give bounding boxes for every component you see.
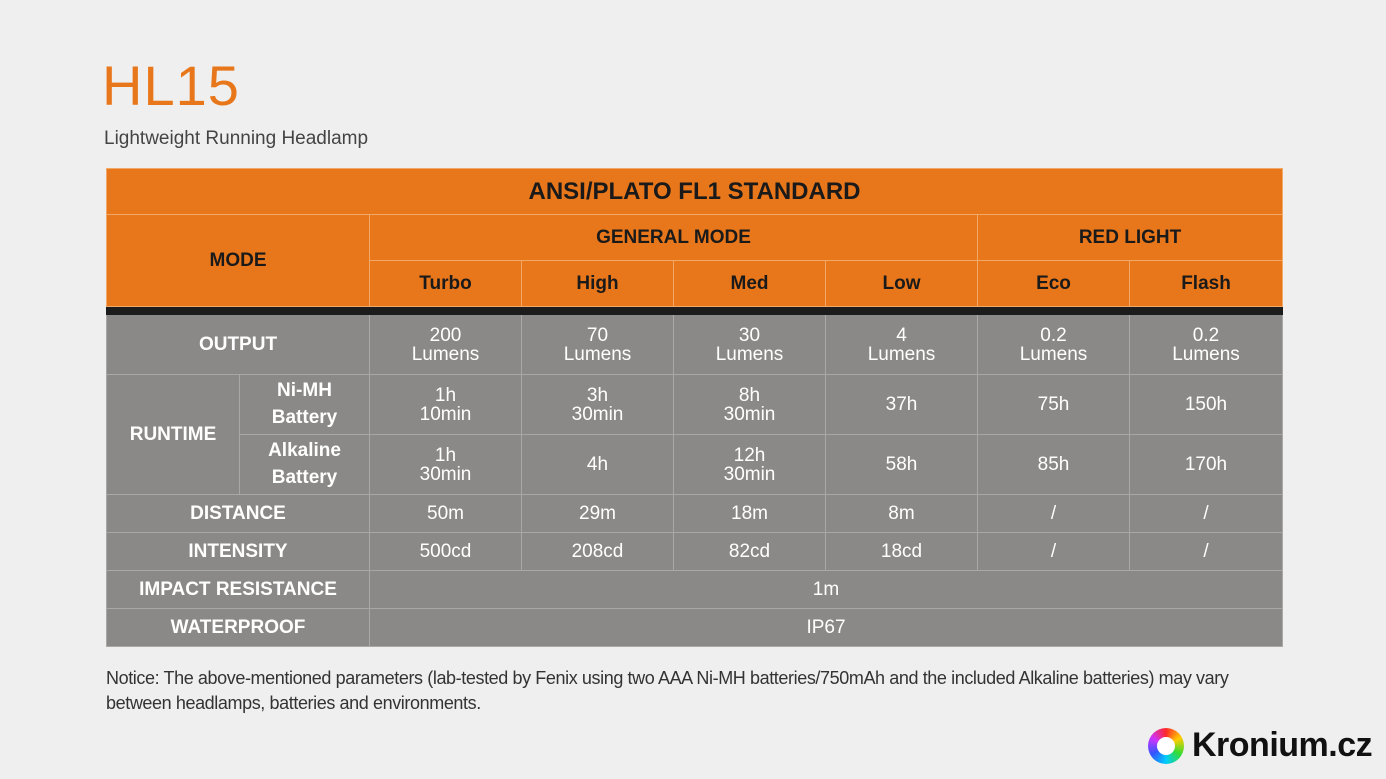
runtime-cell: 1h 30min (370, 435, 522, 495)
general-mode-header: GENERAL MODE (370, 215, 978, 261)
mode-high: High (522, 261, 674, 307)
distance-cell: 18m (674, 495, 826, 533)
runtime-cell: 85h (978, 435, 1130, 495)
distance-label: DISTANCE (107, 495, 370, 533)
runtime-cell: 58h (826, 435, 978, 495)
intensity-cell: 18cd (826, 533, 978, 571)
mode-med: Med (674, 261, 826, 307)
output-cell: 70 Lumens (522, 315, 674, 375)
intensity-label: INTENSITY (107, 533, 370, 571)
impact-row (107, 571, 1283, 609)
brand-name: Kronium.cz (1192, 726, 1373, 764)
red-light-header: RED LIGHT (978, 215, 1283, 261)
runtime-cell: 8h 30min (674, 375, 826, 435)
waterproof-label: WATERPROOF (107, 609, 370, 647)
runtime-cell: 170h (1130, 435, 1283, 495)
output-label: OUTPUT (107, 315, 370, 375)
output-cell: 0.2 Lumens (1130, 315, 1283, 375)
header-separator (107, 307, 1283, 315)
waterproof-value: IP67 (370, 609, 1283, 647)
impact-label: IMPACT RESISTANCE (107, 571, 370, 609)
alkaline-battery-label: Alkaline Battery (240, 435, 370, 495)
mode-flash: Flash (1130, 261, 1283, 307)
intensity-row (107, 533, 1283, 571)
intensity-cell: / (978, 533, 1130, 571)
impact-value: 1m (370, 571, 1283, 609)
runtime-alkaline-row (107, 435, 1283, 495)
output-cell: 0.2 Lumens (978, 315, 1130, 375)
intensity-cell: 208cd (522, 533, 674, 571)
distance-cell: 50m (370, 495, 522, 533)
intensity-cell: / (1130, 533, 1283, 571)
runtime-cell: 75h (978, 375, 1130, 435)
waterproof-row (107, 609, 1283, 647)
intensity-cell: 500cd (370, 533, 522, 571)
standard-header: ANSI/PLATO FL1 STANDARD (107, 169, 1283, 215)
runtime-cell: 37h (826, 375, 978, 435)
distance-cell: / (978, 495, 1130, 533)
rainbow-ring-icon (1148, 728, 1184, 764)
distance-cell: / (1130, 495, 1283, 533)
distance-cell: 29m (522, 495, 674, 533)
product-subtitle: Lightweight Running Headlamp (104, 128, 369, 149)
mode-header: MODE (107, 215, 370, 307)
spec-table (106, 168, 1283, 647)
output-row (107, 315, 1283, 375)
notice-text: Notice: The above-mentioned parameters (lab-tested by Fenix using two AAA Ni-MH batteries/750mAh and the included Alkaline batteries) may vary between headlamps, batteries and environments. (106, 668, 1229, 713)
intensity-cell: 82cd (674, 533, 826, 571)
runtime-label: RUNTIME (107, 375, 240, 495)
runtime-cell: 4h (522, 435, 674, 495)
runtime-cell: 12h 30min (674, 435, 826, 495)
nimh-battery-label: Ni-MH Battery (240, 375, 370, 435)
runtime-cell: 3h 30min (522, 375, 674, 435)
runtime-cell: 1h 10min (370, 375, 522, 435)
mode-low: Low (826, 261, 978, 307)
mode-eco: Eco (978, 261, 1130, 307)
product-title: HL15 (102, 54, 240, 117)
brand-logo (1148, 726, 1372, 765)
output-cell: 200 Lumens (370, 315, 522, 375)
runtime-cell: 150h (1130, 375, 1283, 435)
output-cell: 30 Lumens (674, 315, 826, 375)
runtime-nimh-row (107, 375, 1283, 435)
distance-cell: 8m (826, 495, 978, 533)
output-cell: 4 Lumens (826, 315, 978, 375)
distance-row (107, 495, 1283, 533)
mode-turbo: Turbo (370, 261, 522, 307)
